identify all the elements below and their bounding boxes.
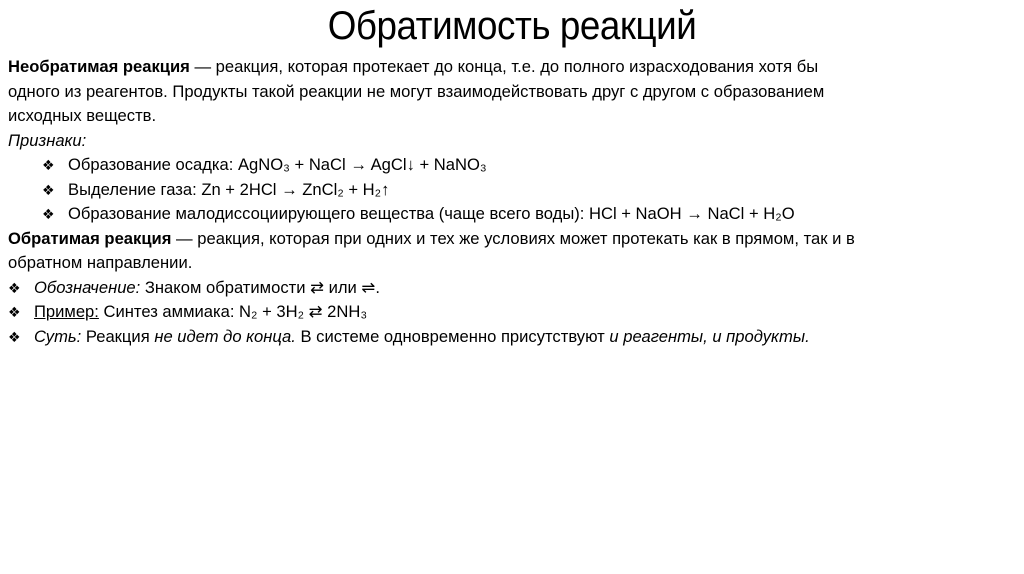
irreversible-term: Необратимая реакция xyxy=(8,57,190,76)
diamond-bullet-icon: ❖ xyxy=(8,304,21,320)
list-item: ❖ Выделение газа: Zn + 2HCl → ZnCl₂ + H₂↑ xyxy=(8,178,1018,203)
list-item: ❖ Образование малодиссоциирующего вещества (чаще всего воды): HCl + NaOH → NaCl + H₂O xyxy=(8,202,1018,227)
list-item-example: ❖ Пример: Синтез аммиака: N₂ + 3H₂ ⇄ 2NH₃ xyxy=(8,300,1018,325)
diamond-bullet-icon: ❖ xyxy=(8,328,21,345)
irreversible-definition-line2: одного из реагентов. Продукты такой реакции не могут взаимодействовать друг с другом с образованием xyxy=(8,81,825,101)
irreversible-definition: Необратимая реакция — реакция, которая протекает до конца, т.е. до полного израсходования хотя бы xyxy=(8,57,819,76)
list-item-notation: ❖ Обозначение: Знаком обратимости ⇄ или ⇌. xyxy=(8,276,1018,301)
diamond-bullet-icon: ❖ xyxy=(42,157,55,173)
diamond-bullet-icon: ❖ xyxy=(8,279,21,296)
reversible-definition-line2: обратном направлении. xyxy=(8,253,193,272)
slide-content xyxy=(8,55,1018,349)
list-item: ❖ Образование осадка: AgNO₃ + NaCl → AgCl↓ + NaNO₃ xyxy=(8,153,1018,178)
diamond-bullet-icon: ❖ xyxy=(42,181,55,198)
slide-title: Обратимость реакций xyxy=(327,4,697,48)
list-item-essence: ❖ Суть: Реакция не идет до конца. В системе одновременно присутствуют и реагенты, и продукты. xyxy=(8,325,1018,350)
reversible-term: Обратимая реакция xyxy=(8,228,172,248)
irreversible-definition-line3: исходных веществ. xyxy=(8,106,157,125)
reversible-definition: Обратимая реакция — реакция, которая при одних и тех же условиях может протекать как в прямом, так и в xyxy=(8,228,855,248)
signs-label: Признаки: xyxy=(8,130,87,150)
diamond-bullet-icon: ❖ xyxy=(42,206,55,222)
